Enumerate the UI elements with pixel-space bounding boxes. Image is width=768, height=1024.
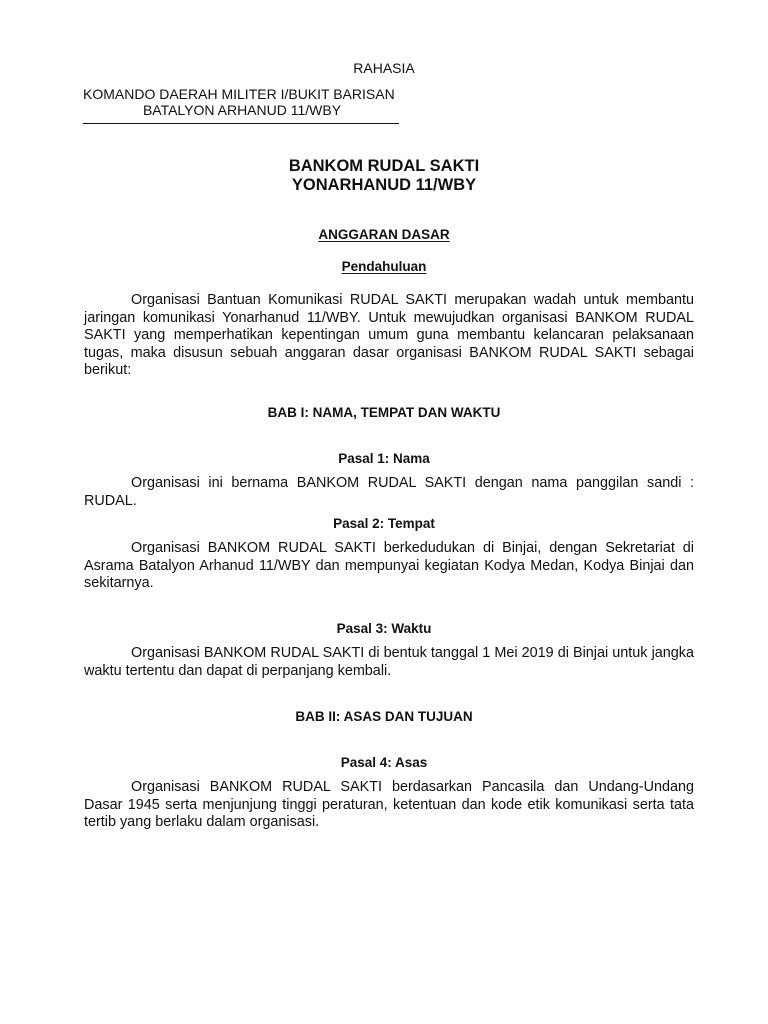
pasal-2-heading: Pasal 2: Tempat — [333, 516, 435, 531]
document-title — [0, 157, 768, 195]
pasal-3-heading: Pasal 3: Waktu — [336, 621, 432, 636]
section-heading-pendahuluan — [0, 259, 768, 275]
title-line-2: YONARHANUD 11/WBY — [291, 176, 477, 194]
classification-label: RAHASIA — [353, 60, 415, 76]
command-name: KOMANDO DAERAH MILITER I/BUKIT BARISAN — [83, 86, 395, 102]
pasal-3-text: Organisasi BANKOM RUDAL SAKTI di bentuk tanggal 1 Mei 2019 di Binjai untuk jangka waktu tertentu dan dapat di perpanjang kembali. — [84, 645, 694, 679]
unit-header — [83, 86, 401, 118]
intro-paragraph: Organisasi Bantuan Komunikasi RUDAL SAKTI merupakan wadah untuk membantu jaringan komunikasi Yonarhanud 11/WBY. Untuk mewujudkan organisasi BANKOM RUDAL SAKTI yang memperhatikan kepentingan umum guna membantu kelancaran pelaksanaan tugas, maka disusun sebuah anggaran dasar organisasi BANKOM RUDAL SAKTI sebagai berikut: — [84, 292, 694, 379]
bab-1-heading: BAB I: NAMA, TEMPAT DAN WAKTU — [267, 405, 501, 420]
header-divider — [83, 123, 399, 124]
pasal-1-heading: Pasal 1: Nama — [338, 451, 430, 466]
pendahuluan-label: Pendahuluan — [341, 259, 427, 274]
anggaran-dasar-label: ANGGARAN DASAR — [318, 227, 450, 242]
battalion-name: BATALYON ARHANUD 11/WBY — [142, 102, 342, 118]
pasal-4-text: Organisasi BANKOM RUDAL SAKTI berdasarkan Pancasila dan Undang-Undang Dasar 1945 serta menjunjung tinggi peraturan, ketentuan dan kode etik komunikasi serta tata tertib yang berlaku dalam organisasi. — [84, 779, 694, 831]
pasal-2-text: Organisasi BANKOM RUDAL SAKTI berkedudukan di Binjai, dengan Sekretariat di Asrama Batalyon Arhanud 11/WBY dan mempunyai kegiatan Kodya Medan, Kodya Binjai dan sekitarnya. — [84, 540, 694, 592]
pasal-4-heading: Pasal 4: Asas — [340, 755, 428, 770]
pasal-1-text: Organisasi ini bernama BANKOM RUDAL SAKTI dengan nama panggilan sandi : RUDAL. — [84, 475, 694, 509]
section-heading-anggaran-dasar — [0, 227, 768, 243]
bab-2-heading: BAB II: ASAS DAN TUJUAN — [295, 709, 473, 724]
title-line-1: BANKOM RUDAL SAKTI — [288, 157, 480, 175]
